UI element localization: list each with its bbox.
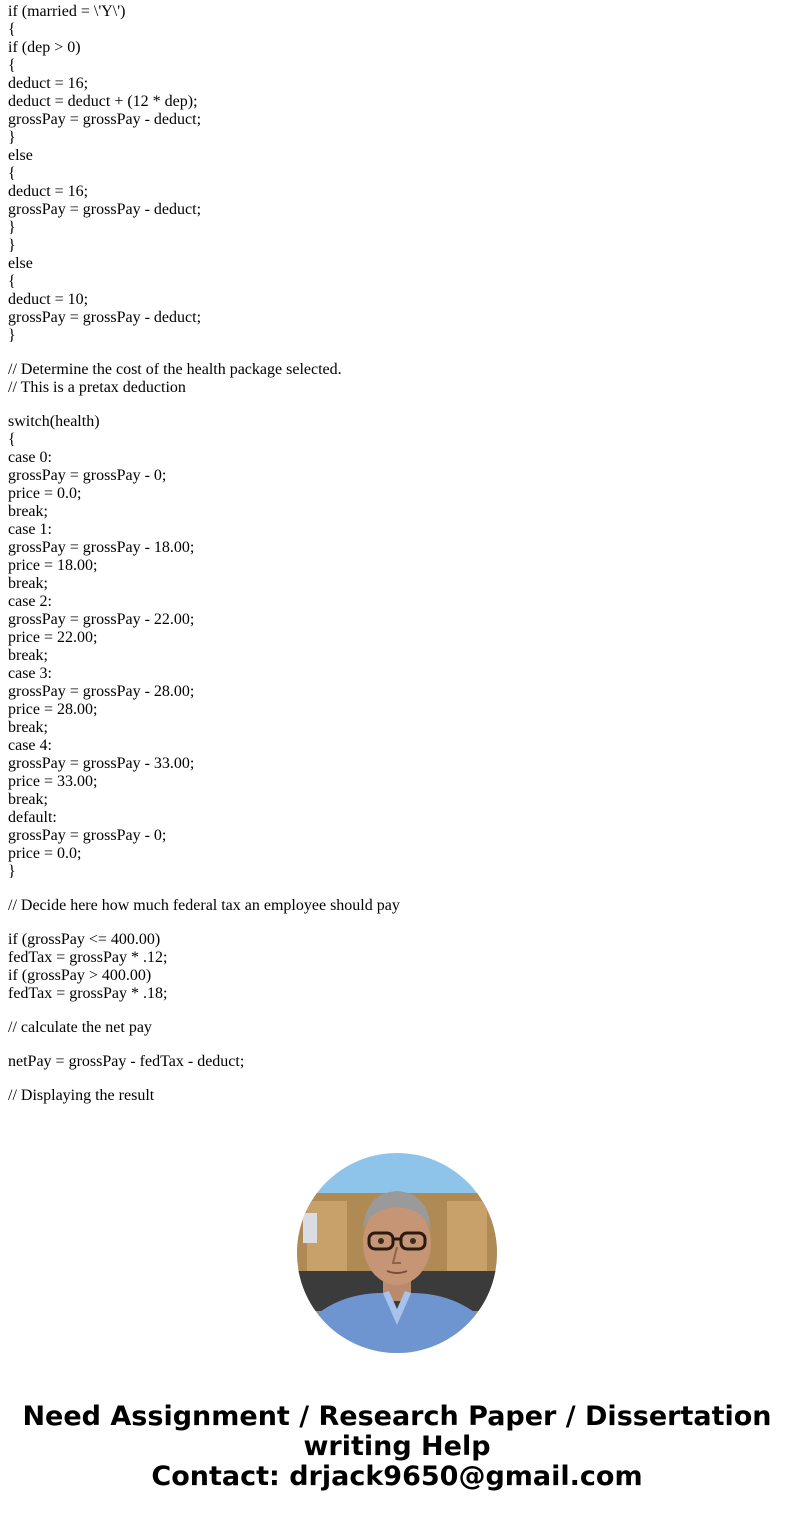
code-blank-line (8, 345, 778, 361)
code-line: break; (8, 503, 48, 520)
code-blank-line (8, 397, 778, 413)
code-line: break; (8, 791, 48, 808)
code-line: deduct = 10; (8, 291, 89, 308)
code-line: if (grossPay <= 400.00) (8, 931, 161, 948)
promo-line-1: Need Assignment / Research Paper / Dissertation (22, 1401, 772, 1432)
promo-banner (0, 1402, 794, 1492)
code-line: { (8, 431, 16, 448)
code-line: break; (8, 575, 48, 592)
code-line: { (8, 21, 16, 38)
code-line: { (8, 57, 16, 74)
code-line: // This is a pretax deduction (8, 379, 186, 396)
code-line: price = 18.00; (8, 557, 98, 574)
code-line: price = 22.00; (8, 629, 98, 646)
code-line: grossPay = grossPay - deduct; (8, 111, 202, 128)
code-blank-line (8, 1003, 778, 1019)
code-line: case 1: (8, 521, 52, 538)
code-line: else (8, 147, 33, 164)
code-line: price = 33.00; (8, 773, 98, 790)
code-line: price = 0.0; (8, 845, 82, 862)
code-listing (8, 3, 778, 1105)
code-line: { (8, 273, 16, 290)
code-line: netPay = grossPay - fedTax - deduct; (8, 1053, 245, 1070)
code-line: // Determine the cost of the health package selected. (8, 361, 342, 378)
code-line: else (8, 255, 33, 272)
code-line: case 0: (8, 449, 52, 466)
code-blank-line (8, 1037, 778, 1053)
code-line: grossPay = grossPay - 33.00; (8, 755, 195, 772)
code-line: } (8, 327, 16, 344)
code-line: price = 28.00; (8, 701, 98, 718)
code-line: grossPay = grossPay - deduct; (8, 309, 202, 326)
code-line: grossPay = grossPay - 0; (8, 827, 167, 844)
code-line: } (8, 237, 16, 254)
code-line: } (8, 863, 16, 880)
code-line: deduct = 16; (8, 183, 89, 200)
code-line: fedTax = grossPay * .18; (8, 985, 168, 1002)
author-avatar (297, 1153, 497, 1353)
code-line: case 4: (8, 737, 52, 754)
code-line: break; (8, 647, 48, 664)
code-blank-line (8, 881, 778, 897)
code-line: if (married = \'Y\') (8, 3, 126, 20)
code-line: price = 0.0; (8, 485, 82, 502)
code-line: case 3: (8, 665, 52, 682)
code-line: // Displaying the result (8, 1087, 155, 1104)
code-line: if (dep > 0) (8, 39, 81, 56)
code-line: // calculate the net pay (8, 1019, 152, 1036)
code-line: grossPay = grossPay - 28.00; (8, 683, 195, 700)
code-line: } (8, 219, 16, 236)
code-line: grossPay = grossPay - deduct; (8, 201, 202, 218)
code-blank-line (8, 915, 778, 931)
promo-contact: Contact: drjack9650@gmail.com (151, 1461, 643, 1492)
code-line: grossPay = grossPay - 0; (8, 467, 167, 484)
code-line: fedTax = grossPay * .12; (8, 949, 168, 966)
code-line: break; (8, 719, 48, 736)
code-blank-line (8, 1071, 778, 1087)
code-line: deduct = 16; (8, 75, 89, 92)
code-line: { (8, 165, 16, 182)
code-line: case 2: (8, 593, 52, 610)
code-line: // Decide here how much federal tax an employee should pay (8, 897, 400, 914)
code-line: grossPay = grossPay - 22.00; (8, 611, 195, 628)
promo-line-2: writing Help (303, 1431, 491, 1462)
code-line: } (8, 129, 16, 146)
code-line: default: (8, 809, 57, 826)
code-line: if (grossPay > 400.00) (8, 967, 152, 984)
code-line: grossPay = grossPay - 18.00; (8, 539, 195, 556)
code-line: switch(health) (8, 413, 100, 430)
portrait-image (297, 1153, 497, 1353)
code-line: deduct = deduct + (12 * dep); (8, 93, 198, 110)
